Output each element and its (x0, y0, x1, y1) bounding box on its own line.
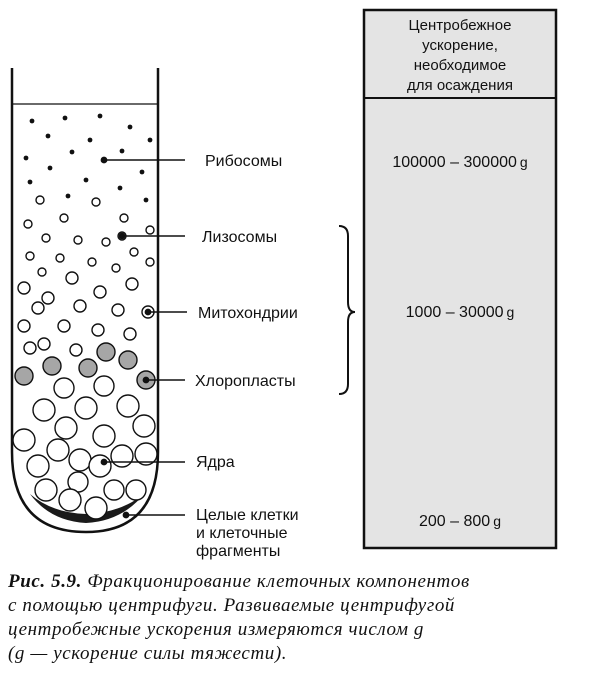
mitochondria-particles (18, 272, 154, 356)
label-chloroplasts: Хлоропласты (195, 373, 296, 390)
label-whole-cells: Целые клетки (196, 507, 299, 524)
table-header-line: Центробежное (408, 17, 512, 34)
acceleration-high: 100000 – 300000 g (392, 154, 528, 171)
caption-line: с помощью центрифуги. Развиваемые центрифугой (8, 595, 456, 616)
caption-text: Фракционирование клеточных компонентов (87, 571, 470, 592)
label-whole-cells: и клеточные (196, 525, 288, 542)
label-whole-cells: фрагменты (196, 543, 281, 560)
table-header-line: ускорение, (422, 37, 498, 54)
grouping-brace (339, 226, 355, 394)
label-nuclei: Ядра (196, 454, 235, 471)
caption-line (8, 570, 593, 594)
table-header-line: необходимое (413, 57, 507, 74)
label-ribosomes: Рибосомы (205, 153, 283, 170)
caption-line: (g — ускорение силы тяжести). (8, 643, 288, 664)
acceleration-mid: 1000 – 30000 g (405, 304, 515, 321)
caption-lead: Рис. 5.9. (8, 571, 83, 592)
label-lysosomes: Лизосомы (202, 229, 278, 246)
label-mitochondria: Митохондрии (198, 305, 298, 322)
figure-caption (8, 570, 593, 666)
acceleration-low: 200 – 800 g (419, 513, 501, 530)
table-header-line: для осаждения (407, 77, 513, 94)
caption-line: центробежные ускорения измеряются числом g (8, 619, 425, 640)
ribosome-particles (24, 114, 153, 203)
